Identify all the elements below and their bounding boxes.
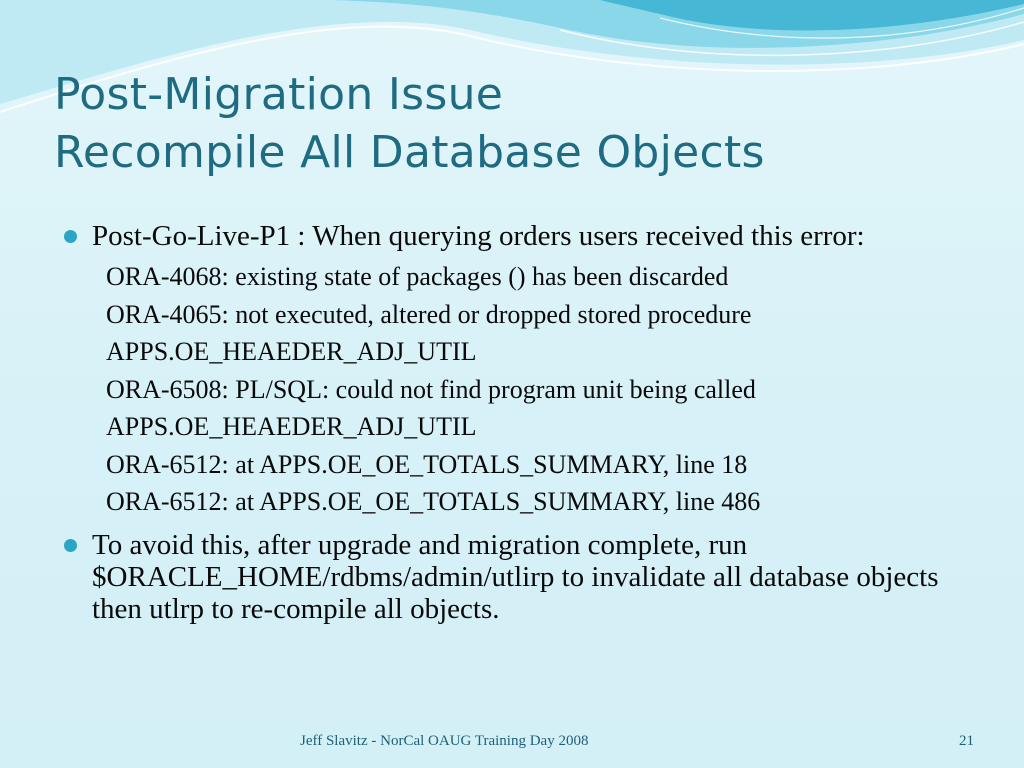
- slide-title: [54, 66, 765, 182]
- footer-text: Jeff Slavitz - NorCal OAUG Training Day 2008: [300, 733, 589, 749]
- slide-number: 21: [959, 733, 974, 749]
- bullet-dot-icon: [64, 539, 77, 552]
- error-line: APPS.OE_HEAEDER_ADJ_UTIL: [106, 412, 477, 441]
- error-line: APPS.OE_HEAEDER_ADJ_UTIL: [106, 337, 477, 366]
- bullet-item: [62, 220, 962, 252]
- slide-body: [62, 220, 962, 625]
- bullet-text: Post-Go-Live-P1 : When querying orders users received this error:: [92, 220, 865, 252]
- bullet-item: [62, 529, 962, 625]
- bullet-text: To avoid this, after upgrade and migration complete, run $ORACLE_HOME/rdbms/admin/utlirp to invalidate all database objects then utlrp to re-compile all objects.: [92, 528, 939, 625]
- error-line: ORA-4065: not executed, altered or dropped stored procedure: [106, 299, 752, 329]
- error-line: ORA-6512: at APPS.OE_OE_TOTALS_SUMMARY, line 18: [106, 449, 748, 479]
- title-line-2: Recompile All Database Objects: [54, 127, 765, 178]
- error-line: ORA-6508: PL/SQL: could not find program unit being called: [106, 374, 756, 404]
- slide-footer: [0, 733, 1024, 753]
- error-line: ORA-4068: existing state of packages () has been discarded: [106, 262, 729, 291]
- error-list: [106, 258, 962, 521]
- error-line: ORA-6512: at APPS.OE_OE_TOTALS_SUMMARY, line 486: [106, 487, 761, 516]
- title-line-1: Post-Migration Issue: [54, 69, 504, 120]
- bullet-dot-icon: [64, 230, 77, 243]
